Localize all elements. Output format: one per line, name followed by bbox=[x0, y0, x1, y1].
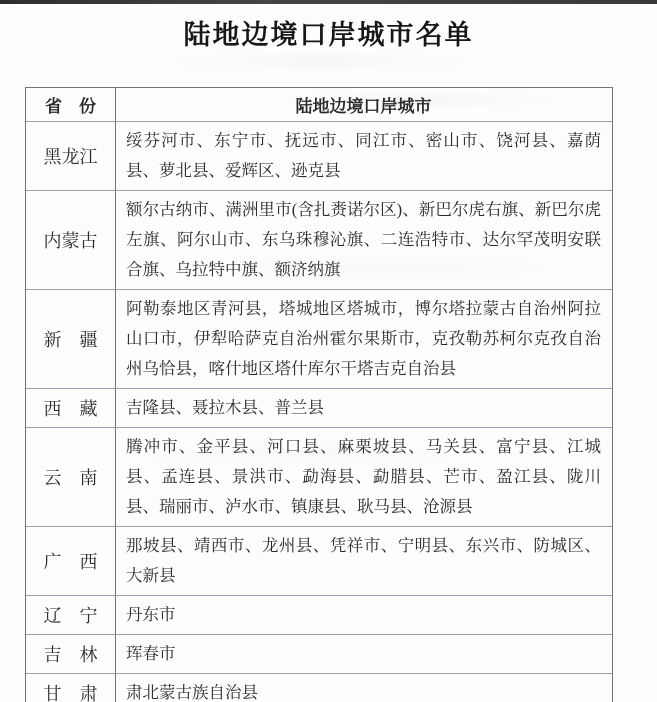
table-row bbox=[26, 121, 612, 190]
cities-cell bbox=[116, 389, 612, 427]
cities-text: 阿勒泰地区青河县，塔城地区塔城市，博尔塔拉蒙古自治州阿拉山口市，伊犁哈萨克自治州霍尔果斯市，克孜勒苏柯尔克孜自治州乌恰县，喀什地区塔什库尔干塔吉克自治县 bbox=[126, 299, 601, 378]
province-cell: 黑龙江 bbox=[26, 122, 116, 190]
header-cities: 陆地边境口岸城市 bbox=[295, 97, 432, 117]
cities-text: 额尔古纳市、满洲里市(含扎赉诺尔区)、新巴尔虎右旗、新巴尔虎左旗、阿尔山市、东乌珠穆沁旗、二连浩特市、达尔罕茂明安联合旗、乌拉特中旗、额济纳旗 bbox=[126, 200, 601, 279]
cities-cell bbox=[116, 674, 612, 702]
table-row bbox=[26, 388, 612, 427]
page-title: 陆地边境口岸城市名单 bbox=[183, 20, 474, 51]
table-row bbox=[26, 289, 612, 388]
cities-text: 腾冲市、金平县、河口县、麻栗坡县、马关县、富宁县、江城县、孟连县、景洪市、勐海县、勐腊县、芒市、盈江县、陇川县、瑞丽市、泸水市、镇康县、耿马县、沧源县 bbox=[126, 437, 601, 516]
header-province: 省 份 bbox=[26, 88, 116, 121]
province-cell: 西 藏 bbox=[26, 389, 116, 427]
cities-text: 丹东市 bbox=[126, 605, 176, 624]
cities-text: 那坡县、靖西市、龙州县、凭祥市、宁明县、东兴市、防城区、大新县 bbox=[126, 536, 601, 585]
table-row bbox=[26, 190, 612, 289]
border-cities-table bbox=[25, 87, 613, 702]
province-cell: 内蒙古 bbox=[26, 191, 116, 289]
cities-text: 肃北蒙古族自治县 bbox=[126, 683, 258, 702]
province-cell: 新 疆 bbox=[26, 290, 116, 388]
scan-edge-artifact bbox=[0, 0, 657, 4]
table-row bbox=[26, 526, 612, 595]
cities-text: 珲春市 bbox=[126, 644, 176, 663]
cities-text: 吉隆县、聂拉木县、普兰县 bbox=[126, 398, 324, 417]
province-cell: 甘 肃 bbox=[26, 674, 116, 702]
cities-cell bbox=[116, 596, 612, 634]
province-cell: 广 西 bbox=[26, 527, 116, 595]
table-row bbox=[26, 673, 612, 702]
cities-cell bbox=[116, 527, 612, 595]
table-header-row bbox=[26, 88, 612, 121]
table-row bbox=[26, 427, 612, 526]
province-cell: 云 南 bbox=[26, 428, 116, 526]
cities-cell bbox=[116, 635, 612, 673]
table-row bbox=[26, 634, 612, 673]
province-cell: 辽 宁 bbox=[26, 596, 116, 634]
cities-cell bbox=[116, 290, 612, 388]
province-cell: 吉 林 bbox=[26, 635, 116, 673]
table-row bbox=[26, 595, 612, 634]
cities-text: 绥芬河市、东宁市、抚远市、同江市、密山市、饶河县、嘉荫县、萝北县、爱辉区、逊克县 bbox=[126, 131, 601, 180]
cities-cell bbox=[116, 428, 612, 526]
cities-cell bbox=[116, 191, 612, 289]
cities-cell bbox=[116, 122, 612, 190]
